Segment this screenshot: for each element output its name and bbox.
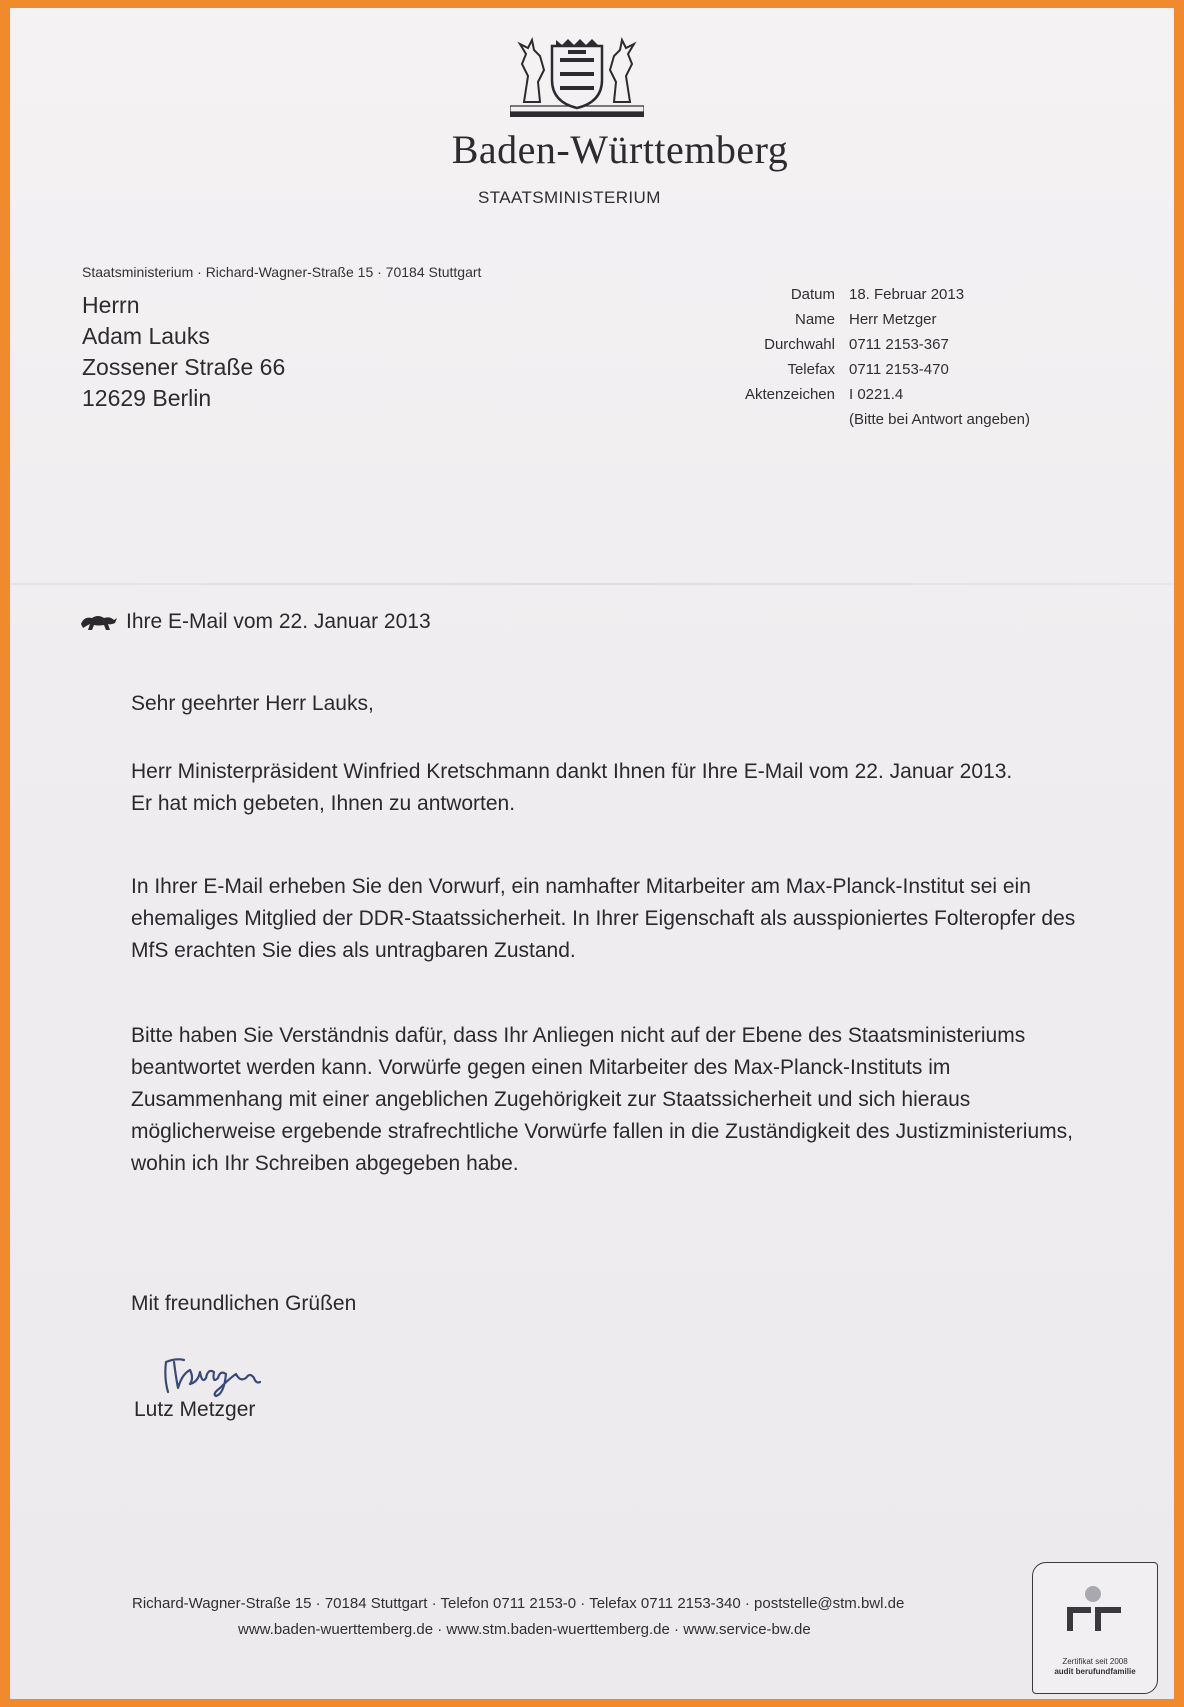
paper-fold: [10, 583, 1174, 585]
paragraph-3: Bitte haben Sie Verständnis dafür, dass Ihr Anliegen nicht auf der Ebene des Staatsministeriums beantwortet werden kann. Vorwürfe gegen einen Mitarbeiter des Max-Planck-Instituts im Zusammenhang mit einer angeblichen Zugehörigkeit zur Staatssicherheit und sich hieraus möglicherweise ergebende strafrechtliche Vorwürfe fallen in die Zuständigkeit des Justizministeriums, wohin ich Ihr Schreiben abgegeben habe.: [131, 1024, 1073, 1175]
brand-wordmark: Baden-Württemberg: [451, 127, 789, 172]
letter-page: [10, 8, 1174, 1699]
info-value: 0711 2153-367: [849, 336, 949, 353]
footer-websites-line: www.baden-wuerttemberg.de · www.stm.baden-wuerttemberg.de · www.service-bw.de: [238, 1621, 811, 1638]
subject-text: Ihre E-Mail vom 22. Januar 2013: [126, 610, 431, 633]
letter-footer: [132, 1591, 904, 1643]
certificate-line-1: Zertifikat seit 2008: [1062, 1657, 1128, 1666]
info-row-fax: [698, 357, 1030, 382]
recipient-salutation: Herrn: [82, 292, 140, 318]
info-row-name: [698, 307, 1030, 332]
paragraph-1: Herr Ministerpräsident Winfried Kretschmann dankt Ihnen für Ihre E-Mail vom 22. Januar 2013. Er hat mich gebeten, Ihnen zu antworten.: [131, 760, 1013, 815]
recipient-city: 12629 Berlin: [82, 385, 212, 411]
closing: Mit freundlichen Grüßen: [131, 1292, 357, 1315]
info-row-note: [698, 407, 1030, 432]
info-label: Aktenzeichen: [744, 386, 835, 403]
certificate-badge: [1032, 1562, 1158, 1694]
coat-of-arms-icon: [510, 36, 644, 118]
info-row-date: [698, 282, 1030, 307]
info-row-file-number: [698, 382, 1030, 407]
info-label: Name: [794, 311, 835, 328]
info-value: 18. Februar 2013: [849, 286, 965, 303]
info-value: I 0221.4: [849, 386, 904, 403]
reference-info-block: [698, 282, 1030, 432]
recipient-name: Adam Lauks: [82, 323, 210, 349]
signer-name: Lutz Metzger: [134, 1398, 256, 1421]
info-value: 0711 2153-470: [849, 361, 949, 378]
recipient-address: [82, 290, 285, 414]
ministry-name: STAATSMINISTERIUM: [478, 188, 661, 207]
certificate-caption: [1033, 1657, 1157, 1677]
recipient-street: Zossener Straße 66: [82, 354, 286, 380]
info-row-extension: [698, 332, 1030, 357]
lion-icon: [80, 612, 118, 632]
paragraph-2: In Ihrer E-Mail erheben Sie den Vorwurf, ein namhafter Mitarbeiter am Max-Planck-Institut sei ein ehemaliges Mitglied der DDR-Staatssicherheit. In Ihrer Eigenschaft als ausspioniertes Folteropfer des MfS erachten Sie dies als untragbaren Zustand.: [131, 875, 1076, 962]
certificate-line-2: audit berufundfamilie: [1054, 1667, 1136, 1676]
greeting: Sehr geehrter Herr Lauks,: [131, 692, 374, 715]
info-value: Herr Metzger: [849, 311, 937, 328]
info-label: Datum: [790, 286, 835, 303]
audit-logo-icon: [1033, 1563, 1157, 1653]
footer-address-line: Richard-Wagner-Straße 15 · 70184 Stuttgart · Telefon 0711 2153-0 · Telefax 0711 2153-340 · poststelle@stm.bwl.de: [132, 1595, 905, 1612]
info-label: Telefax: [787, 361, 835, 378]
subject-line: [80, 610, 431, 634]
sender-return-address: Staatsministerium · Richard-Wagner-Straße 15 · 70184 Stuttgart: [82, 264, 482, 280]
handwritten-signature: [160, 1348, 270, 1400]
info-label: [698, 407, 849, 432]
info-label: Durchwahl: [764, 336, 835, 353]
info-value: (Bitte bei Antwort angeben): [849, 411, 1030, 428]
